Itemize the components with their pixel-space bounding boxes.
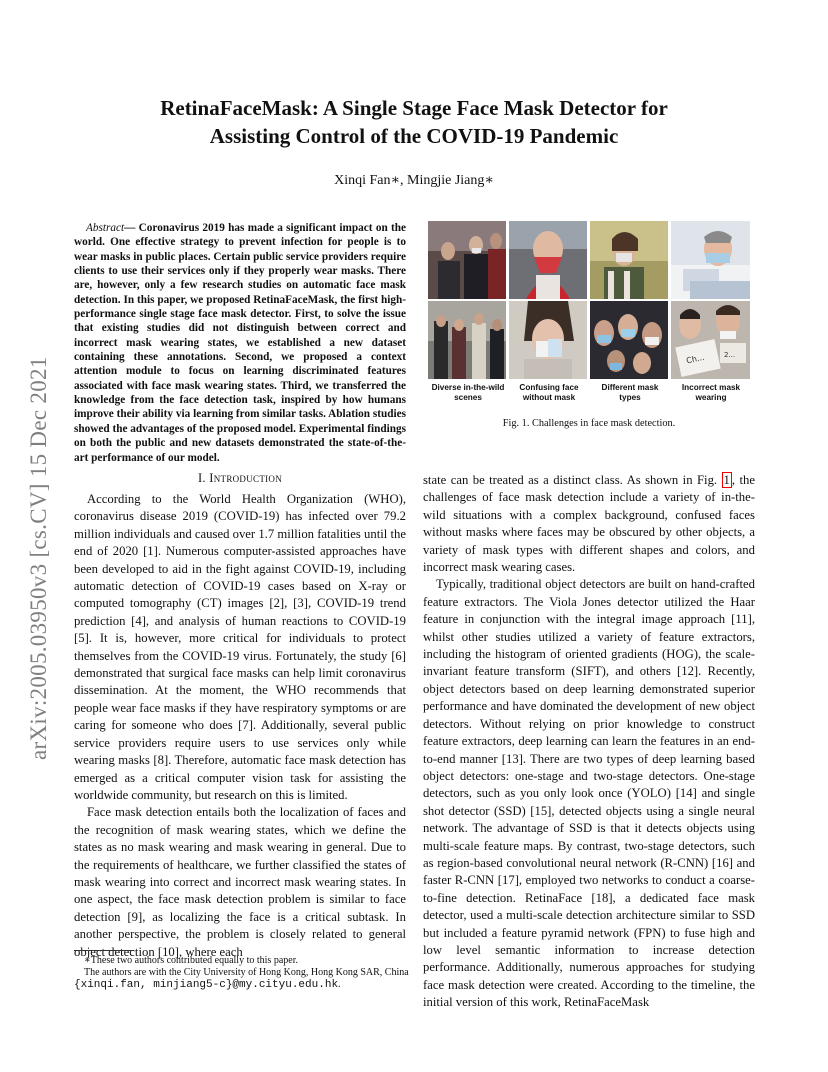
footnote-rule (74, 950, 134, 951)
figure-label-incorrect: Incorrect mask wearing (681, 383, 741, 402)
title-line-2: Assisting Control of the COVID-19 Pandemic (209, 124, 619, 148)
arxiv-identifier[interactable]: arXiv:2005.03950v3 [cs.CV] 15 Dec 2021 (26, 356, 51, 760)
left-column (74, 491, 406, 961)
paper-title (60, 94, 768, 150)
photo-wild-scene-1 (428, 221, 506, 299)
abstract-label: Abstract (86, 222, 125, 234)
photo-incorrect-mask-2 (671, 301, 750, 379)
figure-1 (428, 221, 750, 403)
figure-1-image-grid (428, 221, 750, 403)
author-email-link[interactable]: {xinqi.fan, minjiang5-c}@my.cityu.edu.hk (74, 979, 339, 991)
figure-reference-link[interactable]: 1 (723, 473, 730, 487)
text-run: , the challenges of face mask detection include a variety of in-the-wild situations with a complex background, confused faces without masks where faces may be obscured by other objects, a variety of mask types with different shapes and colors, and incorrect mask wearing cases. (423, 473, 755, 575)
author-list: Xinqi Fan∗, Mingjie Jiang∗ (334, 173, 494, 188)
figure-1-caption: Fig. 1. Challenges in face mask detection. (502, 418, 676, 429)
paragraph: According to the World Health Organization (WHO), coronavirus disease 2019 (COVID-19) has infected over 79.2 million individuals and caused over 1.7 million fatalities until the end of 2020 [1]. Numerous computer-assisted approaches have been developed to aid in the fight against COVID-19, including automatic detection of COVID-19 cases based on X-ray or computed tomography (CT) images [2], [3], COVID-19 trend prediction [4], and analysis of human reactions to COVID-19 [5]. It is, however, more critical for individuals to protect themselves from the COVID-19 virus. Fortunately, the study [6] demonstrated that surgical face masks can help limit coronavirus dissemination. At the moment, the WHO recommends that people wear face masks if they have respiratory symptoms or are caring for someone who does [7]. Additionally, several public service providers require users to use services only while wearing masks [8]. Therefore, automatic face mask detection has emerged as a critical computer vision task for assisting the worldwide community, but research on this is limited. (74, 492, 406, 802)
abstract (74, 221, 406, 465)
footnote-affiliation (74, 967, 410, 991)
figure-label-confusing: Confusing face without mask (519, 383, 579, 402)
paragraph (423, 472, 755, 576)
text-run: . (338, 979, 341, 990)
figure-label-mask-types: Different mask types (601, 383, 659, 402)
text-run: state can be treated as a distinct class. As shown in Fig. (423, 473, 722, 487)
section-heading-introduction: I. Introduction (197, 471, 283, 485)
footnote (74, 950, 410, 991)
photo-mask-type-2 (590, 301, 668, 379)
footnote-equal-contribution: ∗These two authors contributed equally to this paper. (84, 955, 298, 966)
photo-mask-type-1 (590, 221, 668, 299)
photo-wild-scene-2 (428, 301, 506, 379)
paragraph: Face mask detection entails both the localization of faces and the recognition of mask wearing states, which we define the states as no mask wearing and mask wearing in general. Due to the requirements of healthcare, we further classified the states of mask wearing into correct and incorrect mask wearing states. In one aspect, the face mask detection problem is similar to face detection [9], as localizing the face is a critical subtask. In another perspective, the problem is closely related to general object detection [10], where each (74, 805, 406, 959)
title-line-1: RetinaFaceMask: A Single Stage Face Mask Detector for (160, 96, 668, 120)
abstract-text: — Coronavirus 2019 has made a significant impact on the world. One effective strategy to prevent infection for people is to wear masks in public places. Certain public service providers require clients to use their services only if they properly wear masks. There are, however, only a few research studies on automatic face mask detection. In this paper, we proposed RetinaFaceMask, the first high-performance single stage face mask detector. First, to solve the issue that existing studies did not distinguish between correct and incorrect mask wearing states, we established a new dataset containing these annotations. Second, we proposed a context attention module to focus on learning discriminated features associated with face mask wearing states. Third, we transferred the knowledge from the face detection task, inspired by how humans improve their ability via learning from similar tasks. Ablation studies showed the advantages of the proposed model. Experimental findings on both the public and new datasets demonstrated the state-of-the-art performance of our model. (74, 222, 407, 464)
right-column (423, 472, 755, 1012)
svg-text:2...: 2... (724, 351, 736, 359)
photo-confusing-face-2 (509, 301, 587, 379)
figure-label-diverse: Diverse in-the-wild scenes (431, 383, 505, 402)
paragraph: Typically, traditional object detectors are built on hand-crafted feature extractors. The Viola Jones detector utilized the Haar feature in conjunction with the integral image approach [11], whilst other studies utilized a variety of feature extractors, including the histogram of oriented gradients (HOG), the scale-invariant feature transform (SIFT), and others [12]. Recently, object detectors based on deep learning demonstrated superior performance and have dominated the development of new object detectors. Without relying on prior knowledge to construct feature extractors, deep learning can learn the features in an end-to-end manner [13]. There are two types of deep learning based object detectors: one-stage and two-stage detectors. One-stage detectors, such as you only look once (YOLO) [14] and single shot detector (SSD) [15], detected objects using a single neural network. The advantage of SSD is that it detects objects using multi-scale feature maps. By contrast, two-stage detectors, such as region-based convolutional neural network (R-CNN) [16] and faster R-CNN [17], employed two networks to conduct a coarse-to-fine detection. RetinaFace [18], a dedicated face mask detector, used a multi-scale detection architecture similar to SSD but included a feature pyramid network (FPN) to fuse high and low level semantic information to increase detection performance. Additionally, numerous approaches for studying face mask detection were created. According to the timeline, the initial version of this work, RetinaFaceMask (423, 577, 755, 1010)
svg-text:Ch...: Ch... (685, 352, 706, 366)
text-run: The authors are with the City University of Hong Kong, Hong Kong SAR, China (84, 967, 409, 978)
photo-confusing-face-1 (509, 221, 587, 299)
photo-incorrect-mask-1 (671, 221, 750, 299)
